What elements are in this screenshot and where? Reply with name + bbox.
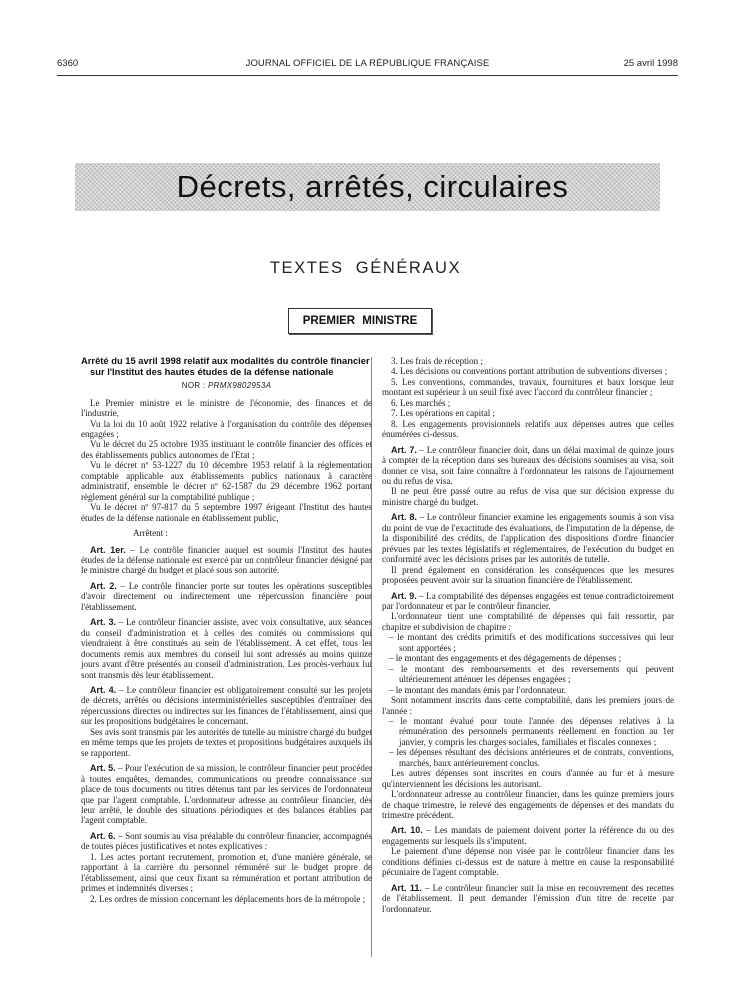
article-9-paragraph: L'ordonnateur adresse au contrôleur financier, dans les quinze premiers jours de chaque trimestre, le relevé des engagements de dépenses et des mandats du trimestre précédent. [382,789,674,821]
article-label: Art. 1er. [90,544,126,555]
article-label: Art. 4. [90,684,117,695]
article-6-item: 3. Les frais de réception ; [391,356,483,366]
left-column [81,356,372,904]
article-6-item: 6. Les marchés ; [391,397,451,408]
nor-code: PRMX9802953A [208,381,272,391]
article-label: Art. 9. [391,590,417,601]
issue-date: 25 avril 1998 [623,58,678,69]
article-9-list-item: – le montant des engagements et des dégagements de dépenses ; [389,653,622,664]
preamble-paragraph: Vu la loi du 10 août 1922 relative à l'organisation du contrôle des dépenses engagées ; [81,418,372,439]
article-text: – La comptabilité des dépenses engagées est tenue contradictoirement par l'ordonnateur et par le contrôleur financier. [382,590,674,611]
article-9-list-item: – le montant des mandats émis par l'ordonnateur. [389,684,566,695]
arrete-title: Arrêté du 15 avril 1998 relatif aux modalités du contrôle financier sur l'Institut des hautes études de la défense nationale [81,355,370,377]
article-8-paragraph: Il prend également en considération les conséquences que les mesures proposées peuvent avoir sur la situation financière de l'établissement. [382,564,674,586]
article-label: Art. 10. [391,825,423,836]
article-text: – Le contrôle financier auquel est soumis l'Institut des hautes études de la défense nationale est exercé par un contrôleur financier désigné par le ministre chargé du budget et placé sous son autorité. [81,544,372,576]
banner-title: Décrets, arrêtés, circulaires [176,169,569,204]
arretent: Arrêtent : [133,528,168,539]
article-text: – Sont soumis au visa préalable du contrôleur financier, accompagnés de toutes pièces justificatives et notes explicatives : [81,830,372,852]
article-6-item: 1. Les actes portant recrutement, promotion et, d'une manière générale, se rapportant à la carrière du personnel rémunéré sur le budget propre de l'établissement, ainsi que ceux fixant sa rémunération et portant attribution de primes et indemnités diverses ; [81,851,372,894]
article-8 [382,512,674,564]
article-10-paragraph: Le paiement d'une dépense non visée par le contrôleur financier dans les conditions définies ci-dessus est de nature à mettre en cause la responsabilité pécuniaire de l'agent comptable. [382,846,674,878]
article-7 [382,445,674,487]
preamble-paragraph: Vu le décret du 25 octobre 1935 instituant le contrôle financier des offices et des établissements publics autonomes de l'Etat ; [81,439,372,460]
article-9-list-item: – le montant évalué pour toute l'année des dépenses relatives à la rémunération des personnels permanents réellement en fonction au 1er janvier, y compris les charges sociales, familiales et fiscales connexes ; [389,715,674,747]
article-11 [382,883,674,914]
article-text: – Les mandats de paiement doivent porter la référence du ou des engagements sur lesquels ils s'imputent. [382,825,674,846]
article-9-paragraph: Sont notamment inscrits dans cette comptabilité, dans les premiers jours de l'année : [382,695,674,716]
article-1 [81,545,372,576]
article-label: Art. 5. [90,763,116,774]
section-banner [75,163,660,211]
article-9 [382,591,674,612]
article-4 [81,685,372,727]
article-label: Art. 8. [391,512,417,523]
article-text: – Le contrôleur financier assiste, avec voix consultative, aux séances du conseil d'administration et à celles des comités ou commissions qui viendraient à être constitués au sein de l'établissement. A cet effet, tous les documents remis aux membres du conseil lui sont adressés au moins quinze jours avant d'être présentés au conseil d'administration. Les procès-verbaux lui sont transmis dès leur établissement. [81,617,372,680]
right-column [382,356,674,914]
article-4-paragraph: Ses avis sont transmis par les autorités de tutelle au ministre chargé du budget en même temps que les projets de textes et propositions budgétaires auxquels ils se rapportent. [81,726,372,758]
preamble-paragraph: Le Premier ministre et le ministre de l'économie, des finances et de l'industrie, [81,397,372,419]
article-3 [81,617,372,680]
article-text: – Le contrôleur financier doit, dans un délai maximal de quinze jours à compter de la réception dans ses bureaux des décisions soumises au visa, soit donner ce visa, soit faire connaître à l'ordonnateur les raisons de l'ajournement ou du refus de visa. [382,444,674,486]
ministry-box [288,308,432,334]
page-number: 6360 [57,58,79,69]
article-6-item: 7. Les opérations en capital ; [391,408,496,419]
article-6 [81,831,372,852]
article-9-list-item: – le montant des remboursements et des reversements qui peuvent ultérieurement atténuer les dépenses engagées ; [389,663,674,685]
nor-label: NOR : [181,381,206,391]
article-text: – Le contrôleur financier suit la mise en recouvrement des recettes de l'établissement. Il peut demander l'émission d'un titre de recette par l'ordonnateur. [382,882,675,914]
article-label: Art. 6. [90,830,116,841]
article-5 [81,763,372,826]
article-7-paragraph: Il ne peut être passé outre au refus de visa que sur décision expresse du ministre chargé du budget. [382,486,674,507]
article-text: – Le contrôle financier porte sur toutes les opérations susceptibles d'avoir directement ou indirectement une répercussion financière pour l'établissement. [81,580,372,612]
preamble-paragraph: Vu le décret nº 53-1227 du 10 décembre 1953 relatif à la réglementation comptable applicable aux établissements publics nationaux à caractère administratif, ensemble le décret nº 62-1587 du 29 décembre 1962 portant règlement général sur la comptabilité publique ; [81,460,372,502]
journal-title: JOURNAL OFFICIEL DE LA RÉPUBLIQUE FRANÇAISE [245,58,490,69]
article-6-item: 4. Les décisions ou conventions portant attribution de subventions diverses ; [391,366,668,377]
article-9-list-item: – le montant des crédits primitifs et des modifications successives qui leur sont apportées ; [389,632,674,653]
article-text: – Le contrôleur financier est obligatoirement consulté sur les projets de décrets, arrêtés ou décisions interministérielles susceptibles d'entraîner des répercussions directes ou indirectes sur les finances de l'établissement, ainsi que sur les propositions budgétaires le concernant. [81,684,372,727]
article-6-item: 2. Les ordres de mission concernant les déplacements hors de la métropole ; [90,893,366,904]
article-9-paragraph: Les autres dépenses sont inscrites en cours d'année au fur et à mesure qu'interviennent les décisions les autorisant. [382,768,674,789]
article-2 [81,581,372,612]
article-label: Art. 2. [90,580,117,591]
article-text: – Le contrôleur financier examine les engagements soumis à son visa du point de vue de l'exactitude des évaluations, de l'imputation de la dépense, de la disponibilité des crédits, de l'application des dispositions d'ordre financier prévues par les textes législatifs et réglementaires, de l'exécution du budget en conformité avec les décisions prises par les autorités de tutelle. [382,512,674,565]
article-label: Art. 11. [391,882,422,893]
article-label: Art. 7. [391,444,417,455]
section-title: TEXTES GÉNÉRAUX [269,259,462,277]
preamble-paragraph: Vu le décret nº 97-817 du 5 septembre 1997 érigeant l'Institut des hautes études de la défense nationale en établissement public, [81,502,372,523]
article-10 [382,825,674,846]
article-6-item: 8. Les engagements provisionnels relatifs aux dépenses autres que celles énumérées ci-dessus. [382,418,674,440]
header-rule [57,75,678,76]
article-9-paragraph: L'ordonnateur tient une comptabilité de dépenses qui fait ressortir, par chapitre et subdivision de chapitre : [382,611,674,632]
article-label: Art. 3. [90,617,116,628]
page-header [57,56,678,72]
article-6-item: 5. Les conventions, commandes, travaux, fournitures et baux lorsque leur montant est supérieur à un seuil fixé avec l'accord du contrôleur financier ; [382,376,674,398]
article-text: – Pour l'exécution de sa mission, le contrôleur financier peut procéder à toutes enquêtes, demandes, communications ou prendre connaissance sur place de tous documents ou titres détenus tant par les services de l'ordonnateur que par l'agent comptable. L'ordonnateur adresse au contrôleur financier, dès leur arrêté, le double des situations périodiques et des balances établies par l'agent comptable. [81,763,372,826]
nor-reference [81,381,372,391]
article-9-list-item: – les dépenses résultant des décisions antérieures et de contrats, conventions, marchés, baux antérieurement conclus. [389,747,674,768]
ministry-label: PREMIER MINISTRE [302,315,418,327]
